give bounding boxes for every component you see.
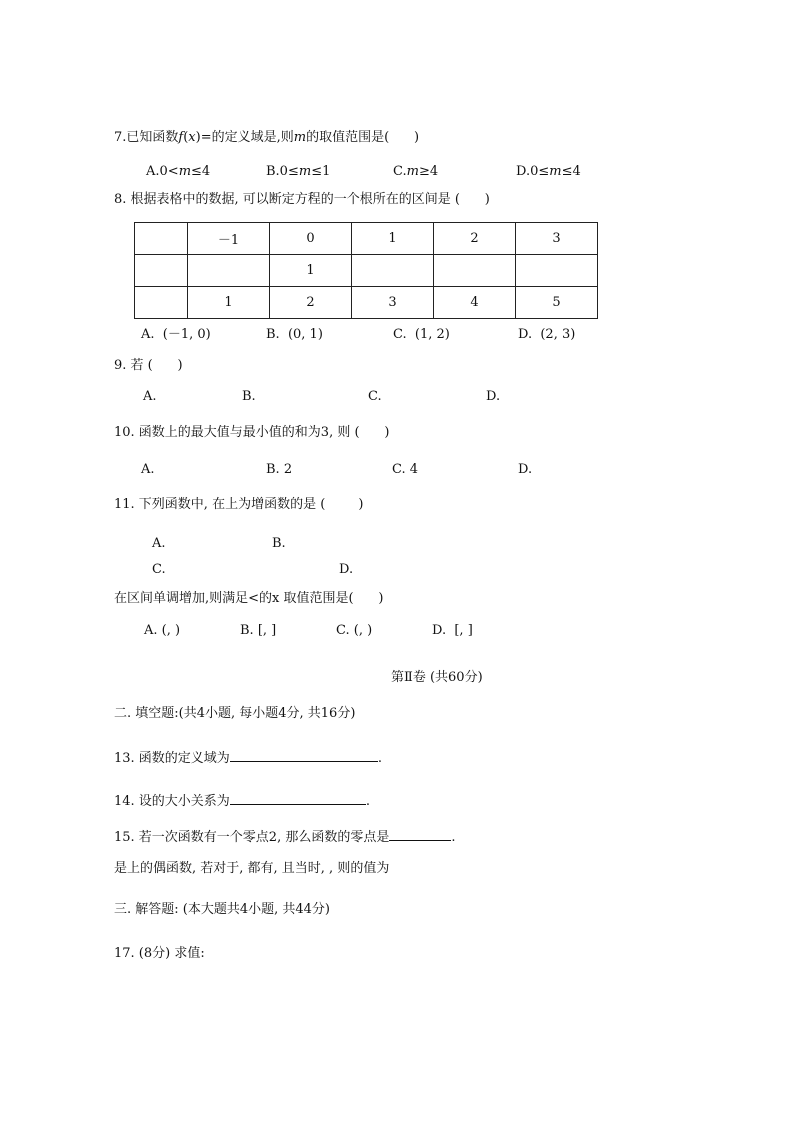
q13-answer-blank bbox=[230, 747, 378, 762]
q14-end: . bbox=[365, 794, 370, 809]
table-cell: 3 bbox=[352, 287, 434, 319]
q11-option-d: D. bbox=[339, 562, 354, 577]
q7-option-b-m: m bbox=[298, 164, 312, 179]
q8-data-table bbox=[134, 222, 598, 319]
table-cell: 2 bbox=[270, 287, 352, 319]
q7-option-c-suffix: ≥4 bbox=[418, 164, 439, 179]
q11-option-a: A. bbox=[152, 536, 166, 551]
table-cell: 3 bbox=[516, 223, 598, 255]
section3-heading: 三. 解答题: (本大题共4小题, 共44分) bbox=[114, 902, 330, 917]
q8-option-b: B. (0, 1) bbox=[266, 327, 323, 342]
q7-option-c-prefix: C. bbox=[393, 164, 407, 179]
q10-stem: 10. 函数上的最大值与最小值的和为3, 则 ( ) bbox=[114, 425, 390, 440]
q7-option-c bbox=[393, 163, 438, 181]
table-cell bbox=[135, 223, 188, 255]
table-row bbox=[135, 255, 598, 287]
q9-option-c: C. bbox=[368, 389, 382, 404]
q7-option-d-m: m bbox=[549, 164, 562, 179]
q7-option-b bbox=[266, 163, 330, 181]
q7-option-d bbox=[516, 163, 581, 181]
table-cell bbox=[188, 255, 270, 287]
section2-heading: 二. 填空题:(共4小题, 每小题4分, 共16分) bbox=[114, 706, 356, 721]
q9-stem: 9. 若 ( ) bbox=[114, 358, 183, 373]
q9-option-b: B. bbox=[242, 389, 256, 404]
table-cell bbox=[516, 255, 598, 287]
table-cell: 1 bbox=[188, 287, 270, 319]
q7-variable-m: m bbox=[293, 130, 307, 145]
q8-option-d: D. (2, 3) bbox=[518, 327, 576, 342]
table-cell bbox=[135, 287, 188, 319]
q11-option-c: C. bbox=[152, 562, 166, 577]
q7-option-b-suffix: ≤1 bbox=[311, 164, 331, 179]
table-cell bbox=[135, 255, 188, 287]
q13-end: . bbox=[377, 751, 382, 766]
q10-option-a: A. bbox=[141, 462, 155, 477]
q7-option-a-suffix: ≤4 bbox=[191, 164, 211, 179]
table-cell: 4 bbox=[434, 287, 516, 319]
q12-option-a: A. (, ) bbox=[144, 623, 181, 638]
table-cell bbox=[352, 255, 434, 287]
q7-function-x: x bbox=[188, 130, 196, 145]
q7-option-a bbox=[146, 163, 210, 181]
q14 bbox=[114, 790, 370, 811]
q11-stem: 11. 下列函数中, 在上为增函数的是 ( ) bbox=[114, 497, 364, 512]
q8-stem: 8. 根据表格中的数据, 可以断定方程的一个根所在的区间是 ( ) bbox=[114, 192, 490, 207]
table-cell: 2 bbox=[434, 223, 516, 255]
q7-stem-middle: =的定义域是,则 bbox=[200, 130, 294, 145]
q7-option-a-m: m bbox=[178, 164, 192, 179]
q15-answer-blank bbox=[389, 826, 451, 841]
q15-end: . bbox=[451, 830, 456, 845]
q10-option-b: B. 2 bbox=[266, 462, 293, 477]
part2-title: 第Ⅱ卷 (共60分) bbox=[391, 670, 483, 685]
table-cell: 1 bbox=[270, 255, 352, 287]
q14-text: 14. 设的大小关系为 bbox=[114, 794, 230, 809]
q7-stem-suffix: 的取值范围是( ) bbox=[306, 130, 420, 145]
table-cell: 1 bbox=[352, 223, 434, 255]
q7-option-b-prefix: B.0≤ bbox=[266, 164, 299, 179]
q17-text: 17. (8分) 求值: bbox=[114, 946, 205, 961]
q13-text: 13. 函数的定义域为 bbox=[114, 751, 230, 766]
q16-text: 是上的偶函数, 若对于, 都有, 且当时, , 则的值为 bbox=[114, 861, 390, 876]
q14-answer-blank bbox=[230, 790, 366, 805]
q12-option-d: D. [, ] bbox=[432, 623, 473, 638]
q7-stem-prefix: 7.已知函数 bbox=[114, 130, 179, 145]
q7-option-a-prefix: A.0< bbox=[146, 164, 179, 179]
table-cell: 5 bbox=[516, 287, 598, 319]
q12-option-c: C. (, ) bbox=[336, 623, 373, 638]
q8-option-a: A. (－1, 0) bbox=[141, 327, 211, 342]
table-row bbox=[135, 287, 598, 319]
q9-option-d: D. bbox=[486, 389, 501, 404]
q8-option-c: C. (1, 2) bbox=[393, 327, 450, 342]
table-cell: 0 bbox=[270, 223, 352, 255]
q13 bbox=[114, 747, 382, 768]
q7-function-f: f bbox=[178, 130, 184, 145]
q15 bbox=[114, 826, 455, 847]
q7-option-c-m: m bbox=[406, 164, 419, 179]
q11-option-b: B. bbox=[272, 536, 286, 551]
q15-text: 15. 若一次函数有一个零点2, 那么函数的零点是 bbox=[114, 830, 390, 845]
table-cell bbox=[434, 255, 516, 287]
q9-option-a: A. bbox=[143, 389, 157, 404]
table-row bbox=[135, 223, 598, 255]
q10-option-d: D. bbox=[518, 462, 533, 477]
q12-option-b: B. [, ] bbox=[240, 623, 277, 638]
q7-option-d-suffix: ≤4 bbox=[561, 164, 581, 179]
table-cell: －1 bbox=[188, 223, 270, 255]
q10-option-c: C. 4 bbox=[392, 462, 419, 477]
q7-stem: 7.已知函数f(x)=的定义域是,则m的取值范围是( ) bbox=[114, 130, 420, 145]
q12-stem: 在区间单调增加,则满足<的x 取值范围是( ) bbox=[114, 591, 384, 606]
q7-option-d-prefix: D.0≤ bbox=[516, 164, 550, 179]
